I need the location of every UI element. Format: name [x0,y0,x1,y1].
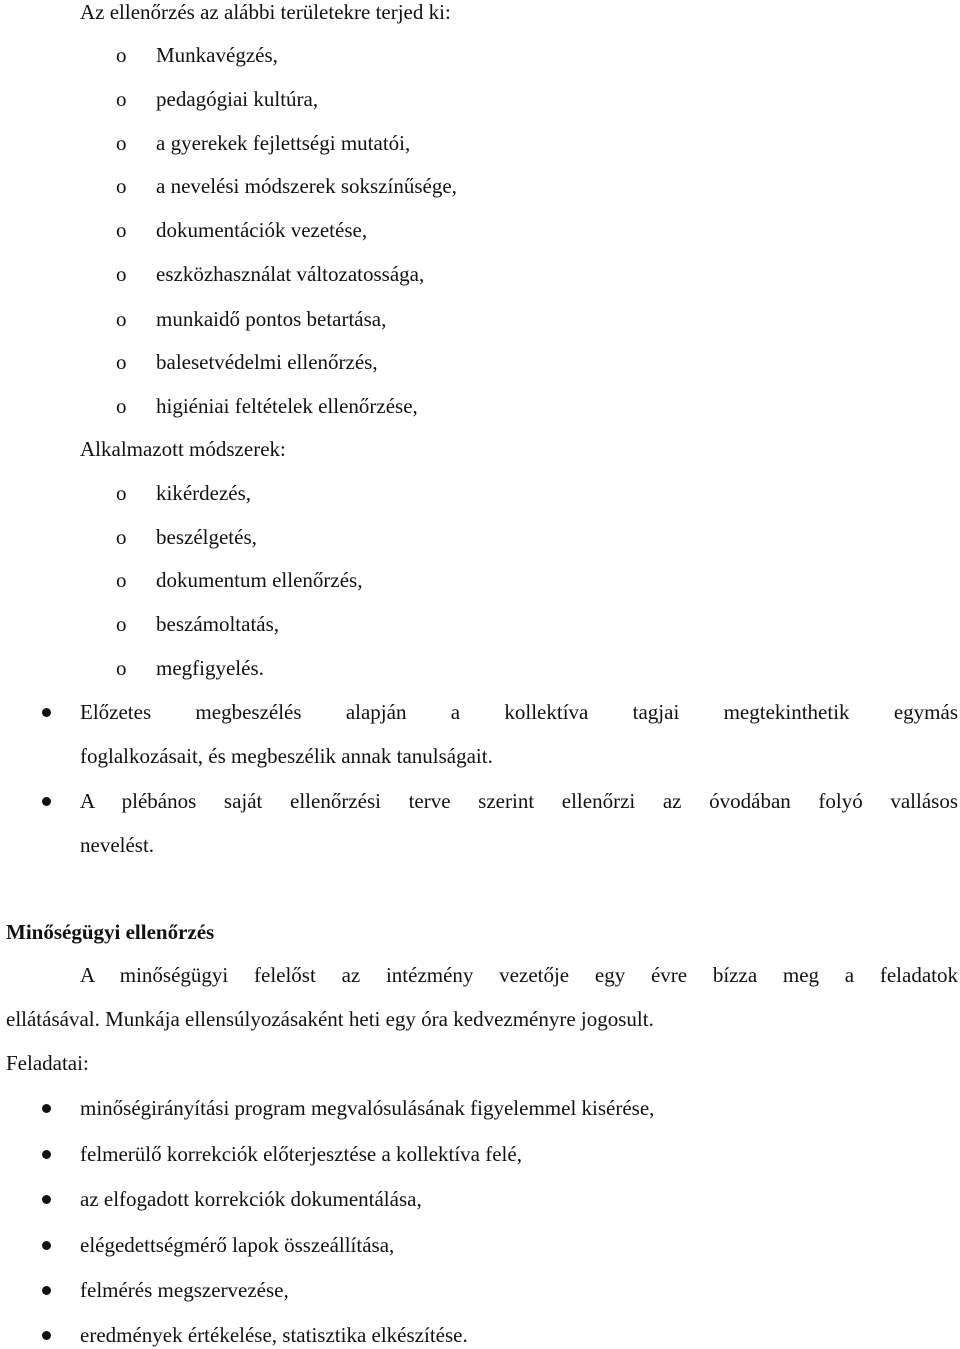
bullet-icon [42,1286,51,1295]
task-item: felmérés megszervezése, [80,1278,289,1302]
list-item: Munkavégzés, [156,43,278,67]
list-item: pedagógiai kultúra, [156,87,319,111]
list-marker: o [116,307,127,331]
list-marker: o [116,481,127,505]
section2-intro: Alkalmazott módszerek: [80,437,286,461]
list-item: kikérdezés, [156,481,252,505]
bullet-icon [42,1104,51,1113]
bullet-icon [42,1241,51,1250]
list-marker: o [116,656,127,680]
list-marker: o [116,612,127,636]
list-item: dokumentum ellenőrzés, [156,568,363,592]
list-marker: o [116,43,127,67]
list-item: higiéniai feltételek ellenőrzése, [156,394,418,418]
list-marker: o [116,262,127,286]
paragraph-line: foglalkozásait, és megbeszélik annak tanulságait. [80,744,493,768]
bullet-icon [42,1150,51,1159]
task-item: felmerülő korrekciók előterjesztése a kollektíva felé, [80,1142,522,1166]
list-marker: o [116,218,127,242]
task-item: elégedettségmérő lapok összeállítása, [80,1233,395,1257]
list-item: megfigyelés. [156,656,264,680]
bullet-icon [42,708,51,717]
list-item: eszközhasználat változatossága, [156,262,425,286]
tasks-label: Feladatai: [6,1051,89,1075]
task-item: eredmények értékelése, statisztika elkészítése. [80,1323,468,1347]
list-marker: o [116,174,127,198]
paragraph-line: Előzetes megbeszélés alapján a kollektíva tagjai megtekinthetik egymás [80,700,958,724]
bullet-icon [42,797,51,806]
paragraph-line: nevelést. [80,833,155,857]
list-marker: o [116,525,127,549]
task-item: minőségirányítási program megvalósulásának figyelemmel kisérése, [80,1096,655,1120]
list-item: dokumentációk vezetése, [156,218,368,242]
section1-intro: Az ellenőrzés az alábbi területekre terjed ki: [80,0,451,24]
list-marker: o [116,87,127,111]
list-item: a gyerekek fejlettségi mutatói, [156,131,411,155]
bullet-icon [42,1195,51,1204]
list-marker: o [116,350,127,374]
task-item: az elfogadott korrekciók dokumentálása, [80,1187,422,1211]
list-marker: o [116,131,127,155]
list-item: a nevelési módszerek sokszínűsége, [156,174,457,198]
paragraph-line: A minőségügyi felelőst az intézmény vezetője egy évre bízza meg a feladatok [80,963,958,987]
list-marker: o [116,568,127,592]
list-marker: o [116,394,127,418]
paragraph-line: ellátásával. Munkája ellensúlyozásaként heti egy óra kedvezményre jogosult. [6,1007,654,1031]
paragraph-line: A plébános saját ellenőrzési terve szerint ellenőrzi az óvodában folyó vallásos [80,789,958,813]
list-item: munkaidő pontos betartása, [156,307,387,331]
list-item: balesetvédelmi ellenőrzés, [156,350,378,374]
list-item: beszélgetés, [156,525,257,549]
list-item: beszámoltatás, [156,612,280,636]
section-heading: Minőségügyi ellenőrzés [6,920,215,944]
bullet-icon [42,1331,51,1340]
